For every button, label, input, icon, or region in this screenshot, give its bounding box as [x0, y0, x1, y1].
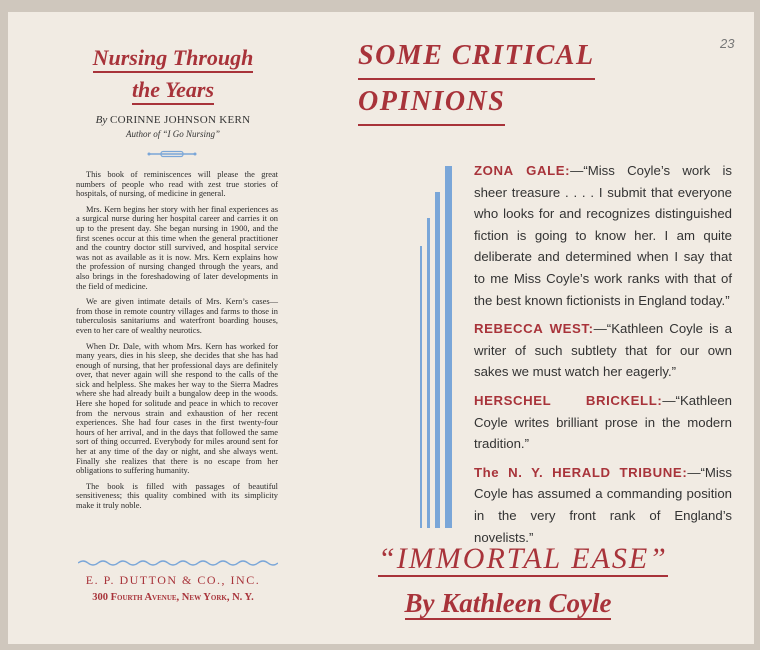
advertisement-sheet [8, 12, 754, 644]
quote-item [474, 390, 732, 455]
publisher-name: E. P. DUTTON & CO., INC. [85, 573, 261, 587]
novel-title [358, 542, 688, 576]
wavy-divider [78, 559, 278, 567]
opinions-heading-line2: OPINIONS [358, 80, 505, 126]
quote-source: The N. Y. HERALD TRIBUNE: [474, 464, 688, 480]
novel-author-text: By Kathleen Coyle [404, 588, 612, 618]
quote-item [474, 160, 732, 311]
novel-author [358, 588, 658, 619]
novel-title-text: “IMMORTAL EASE” [378, 542, 668, 575]
quote-text: —“Kathleen Coyle is a writer of such subtlety that for our own sakes we must watch her eagerly.” [474, 321, 732, 380]
ornament-divider [147, 150, 197, 158]
quote-text: —“Miss Coyle’s work is sheer treasure . . . . I submit that everyone who looks for and recognizes distinguished fiction is going to know her. I am quite deliberate and determined when I say that to me Miss Coyle’s work ranks with that of the best known fictionists in England today.” [474, 163, 732, 308]
author-note: Author of “I Go Nursing” [125, 129, 221, 139]
byline [38, 114, 308, 126]
description-paragraph: This book of reminiscences will please the great numbers of people who read with zest true stories of hospitals, of nursing, of medicine in general. [76, 170, 278, 199]
opinions-heading [358, 34, 595, 126]
description-paragraph: We are given intimate details of Mrs. Kern’s cases—from those in remote country villages and farms to those in tuberculosis sanitariums and waterfront boarding houses, even to her care of wealthy neurotics. [76, 297, 278, 335]
page-number: 23 [720, 36, 735, 51]
book-title [38, 42, 308, 106]
book-title-line2: the Years [132, 77, 214, 105]
quote-text: —“Kathleen Coyle writes brilliant prose in the modern tradition.” [474, 392, 732, 452]
book-description [76, 170, 278, 517]
quote-text: —“Miss Coyle has assumed a commanding position in the very front rank of England’s novelists.” [474, 464, 732, 545]
quote-source: ZONA GALE: [474, 163, 571, 178]
publisher-address: 300 Fourth Avenue, New York, N. Y. [92, 592, 254, 603]
description-paragraph: The book is filled with passages of beautiful sensitiveness; this quality combined with its simplicity make it truly noble. [76, 481, 278, 510]
book-title-line1: Nursing Through [93, 45, 254, 73]
opinions-heading-line1: SOME CRITICAL [358, 34, 595, 80]
left-panel [8, 12, 353, 644]
quote-source: HERSCHEL BRICKELL: [474, 392, 663, 408]
decorative-bars [420, 164, 454, 528]
critical-quotes [474, 160, 732, 555]
author-name: CORINNE JOHNSON KERN [109, 114, 251, 126]
description-paragraph: When Dr. Dale, with whom Mrs. Kern has worked for many years, dies in his sleep, she decides that she has had enough of nursing, that her professional days are definitely over, that never again will she respond to the calls of the sick and helpless. She makes her way to the Sierra Madres where she had already built a bungalow deep in the woods. Here she hoped for solitude and peace in which to recover from the nervous strain and exhaustion of her recent experiences. She had four cases in the first twenty-four hours of her arrival, and in the days that followed the same sort of thing occurred. Everybody for miles around sent for her at any time of the day or night, and she always went. Finally she realizes that there is no escape from her obligations to suffering humanity. [76, 341, 278, 476]
quote-source: REBECCA WEST: [474, 321, 594, 337]
quote-item [474, 462, 732, 548]
quote-item [474, 318, 732, 383]
byline-prefix: By [95, 114, 108, 126]
description-paragraph: Mrs. Kern begins her story with her final experiences as a surgical nurse during her hospital career and carries it on up to the present day. She began nursing in 1900, and the first scenes occur at this time when the general practitioner and the country doctor still survived, and hospital service was not as available as it is now. Mrs. Kern explains how the profession of nursing changed through the years, and also brings in the foreshadowing of later developments in the field of medicine. [76, 204, 278, 291]
